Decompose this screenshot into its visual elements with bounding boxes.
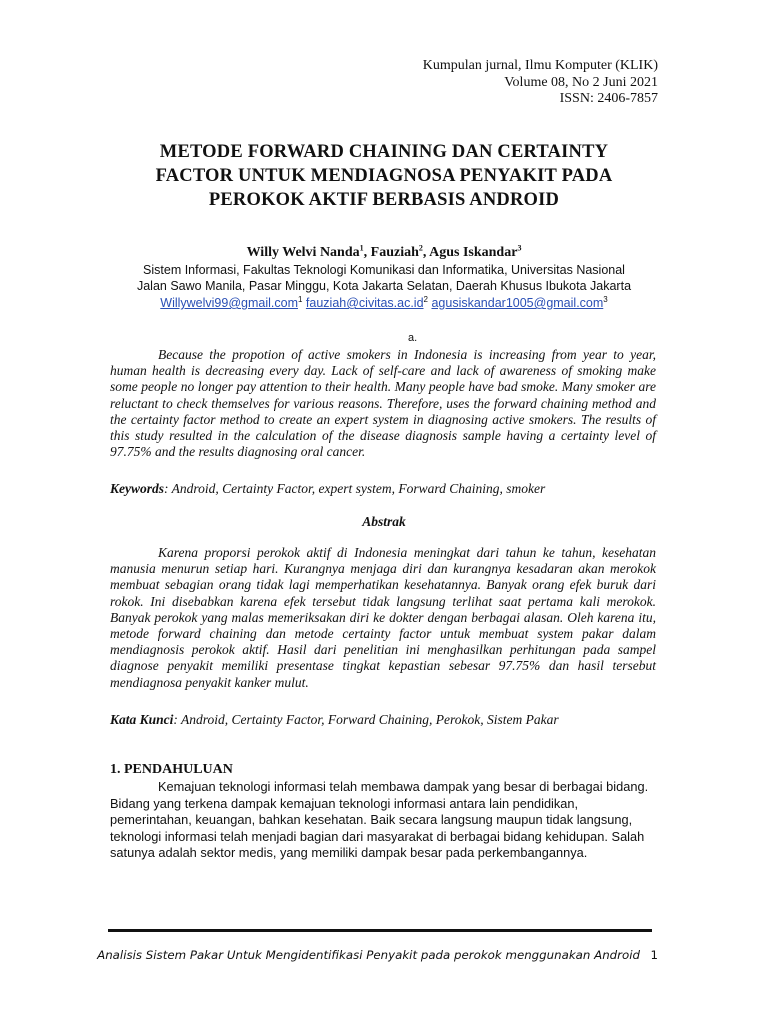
title-line: PEROKOK AKTIF BERBASIS ANDROID (208, 190, 560, 210)
author-name: Agus Iskandar (429, 245, 518, 260)
journal-header (423, 58, 658, 108)
email-marker: 1 (297, 294, 303, 304)
intro-line: satunya adalah sektor medis, yang memiliki dampak besar pada perkembangannya. (110, 845, 588, 860)
address: Jalan Sawo Manila, Pasar Minggu, Kota Jakarta Selatan, Daerah Khusus Ibukota Jakarta (136, 279, 632, 293)
title-line: METODE FORWARD CHAINING DAN CERTAINTY (159, 142, 609, 162)
page-number: 1 (650, 948, 658, 962)
section-heading: 1. PENDAHULUAN (110, 762, 233, 777)
footer-running-title: Analisis Sistem Pakar Untuk Mengidentifikasi Penyakit pada perokok menggunakan Android (97, 948, 640, 962)
email-marker: 3 (603, 294, 608, 304)
intro-text (110, 779, 656, 862)
intro-line: Bidang yang terkena dampak kemajuan teknologi informasi antara lain pendidikan, (110, 795, 579, 811)
author-separator: , (363, 245, 371, 260)
author-emails (0, 294, 768, 312)
abstract-indonesian (110, 545, 656, 691)
abstract-english (110, 347, 656, 460)
affiliation: Sistem Informasi, Fakultas Teknologi Komunikasi dan Informatika, Universitas Nasional (143, 263, 625, 277)
author-name: Fauziah (370, 245, 419, 260)
intro-line: teknologi informasi telah menjadi bagian dari masyarakat di berbagai bidang kehidupan. Salah (110, 828, 645, 844)
abstract-text: Because the propotion of active smokers in Indonesia is increasing from year to year, human health is decreasing every day. Lack of self-care and lack of awareness of smoking make some people no longer pay attention to their health. Many people have bad smoke. Many smoker are reluctant to check themselves for various reasons. Therefore, uses the forward chaining method and the certainty factor method to create an expert system in diagnosing active smokers. The results of this study resulted in the calculation of the disease diagnosis sample having a certainty level of 97.75% and the results diagnosing oral cancer. (110, 347, 656, 460)
introduction-paragraph (110, 779, 656, 862)
intro-line: pemerintahan, keuangan, bahkan kesehatan. Baik secara langsung maupun tidak langsung, (110, 812, 633, 827)
author-names (0, 244, 768, 262)
author-separator: , (422, 245, 430, 260)
abstrak-text: Karena proporsi perokok aktif di Indonesia meningkat dari tahun ke tahun, kesehatan manusia menurun setiap hari. Kurangnya menjaga diri dan kurangnya kesadaran akan merokok membuat sebagian orang tidak lagi memperhatikan kesehatannya. Banyak orang efek buruk dari rokok. Ini disebabkan karena efek tersebut tidak langsung terlihat saat pertama kali merokok. Banyak perokok yang malas memeriksakan diri ke dokter dengan berbagai alasan. Oleh karena itu, metode forward chaining dan metode certainty factor untuk membuat system pakar dalam mendiagnosis perokok aktif. Hasil dari penelitian ini menghasilkan perhitungan pada sampel diagnose penyakit memiliki presentase tingkat kepastian sebesar 97.75% dan hasil tersebut mendiagnosa penyakit kanker mulut. (110, 545, 656, 690)
keywords-indonesian (110, 712, 656, 728)
journal-volume: Volume 08, No 2 Juni 2021 (504, 74, 658, 90)
author-block (0, 244, 768, 312)
keywords-text: : Android, Certainty Factor, expert system, Forward Chaining, smoker (164, 481, 546, 496)
intro-line: Kemajuan teknologi informasi telah membawa dampak yang besar di berbagai bidang. (158, 779, 649, 794)
journal-issn: ISSN: 2406-7857 (559, 91, 658, 106)
email-link[interactable]: fauziah@civitas.ac.id (305, 296, 424, 310)
abstract-marker: a. (408, 332, 418, 344)
author-affiliation-marker: 2 (418, 243, 423, 253)
email-link[interactable]: Willywelvi99@gmail.com (160, 296, 298, 310)
email-link[interactable]: agusiskandar1005@gmail.com (431, 296, 604, 310)
kata-kunci-text: : Android, Certainty Factor, Forward Chaining, Perokok, Sistem Pakar (173, 712, 559, 727)
paper-title (0, 140, 768, 212)
keywords-english (110, 481, 656, 497)
abstrak-heading: Abstrak (362, 514, 406, 529)
keywords-label: Keywords (110, 481, 164, 496)
author-affiliation-marker: 3 (517, 243, 522, 253)
author-name: Willy Welvi Nanda (246, 245, 360, 260)
footer-rule (108, 929, 652, 932)
title-line: FACTOR UNTUK MENDIAGNOSA PENYAKIT PADA (155, 166, 613, 186)
author-affiliation-marker: 1 (359, 243, 364, 253)
email-marker: 2 (423, 294, 428, 304)
kata-kunci-label: Kata Kunci (110, 712, 174, 727)
journal-name: Kumpulan jurnal, Ilmu Komputer (KLIK) (422, 58, 658, 73)
